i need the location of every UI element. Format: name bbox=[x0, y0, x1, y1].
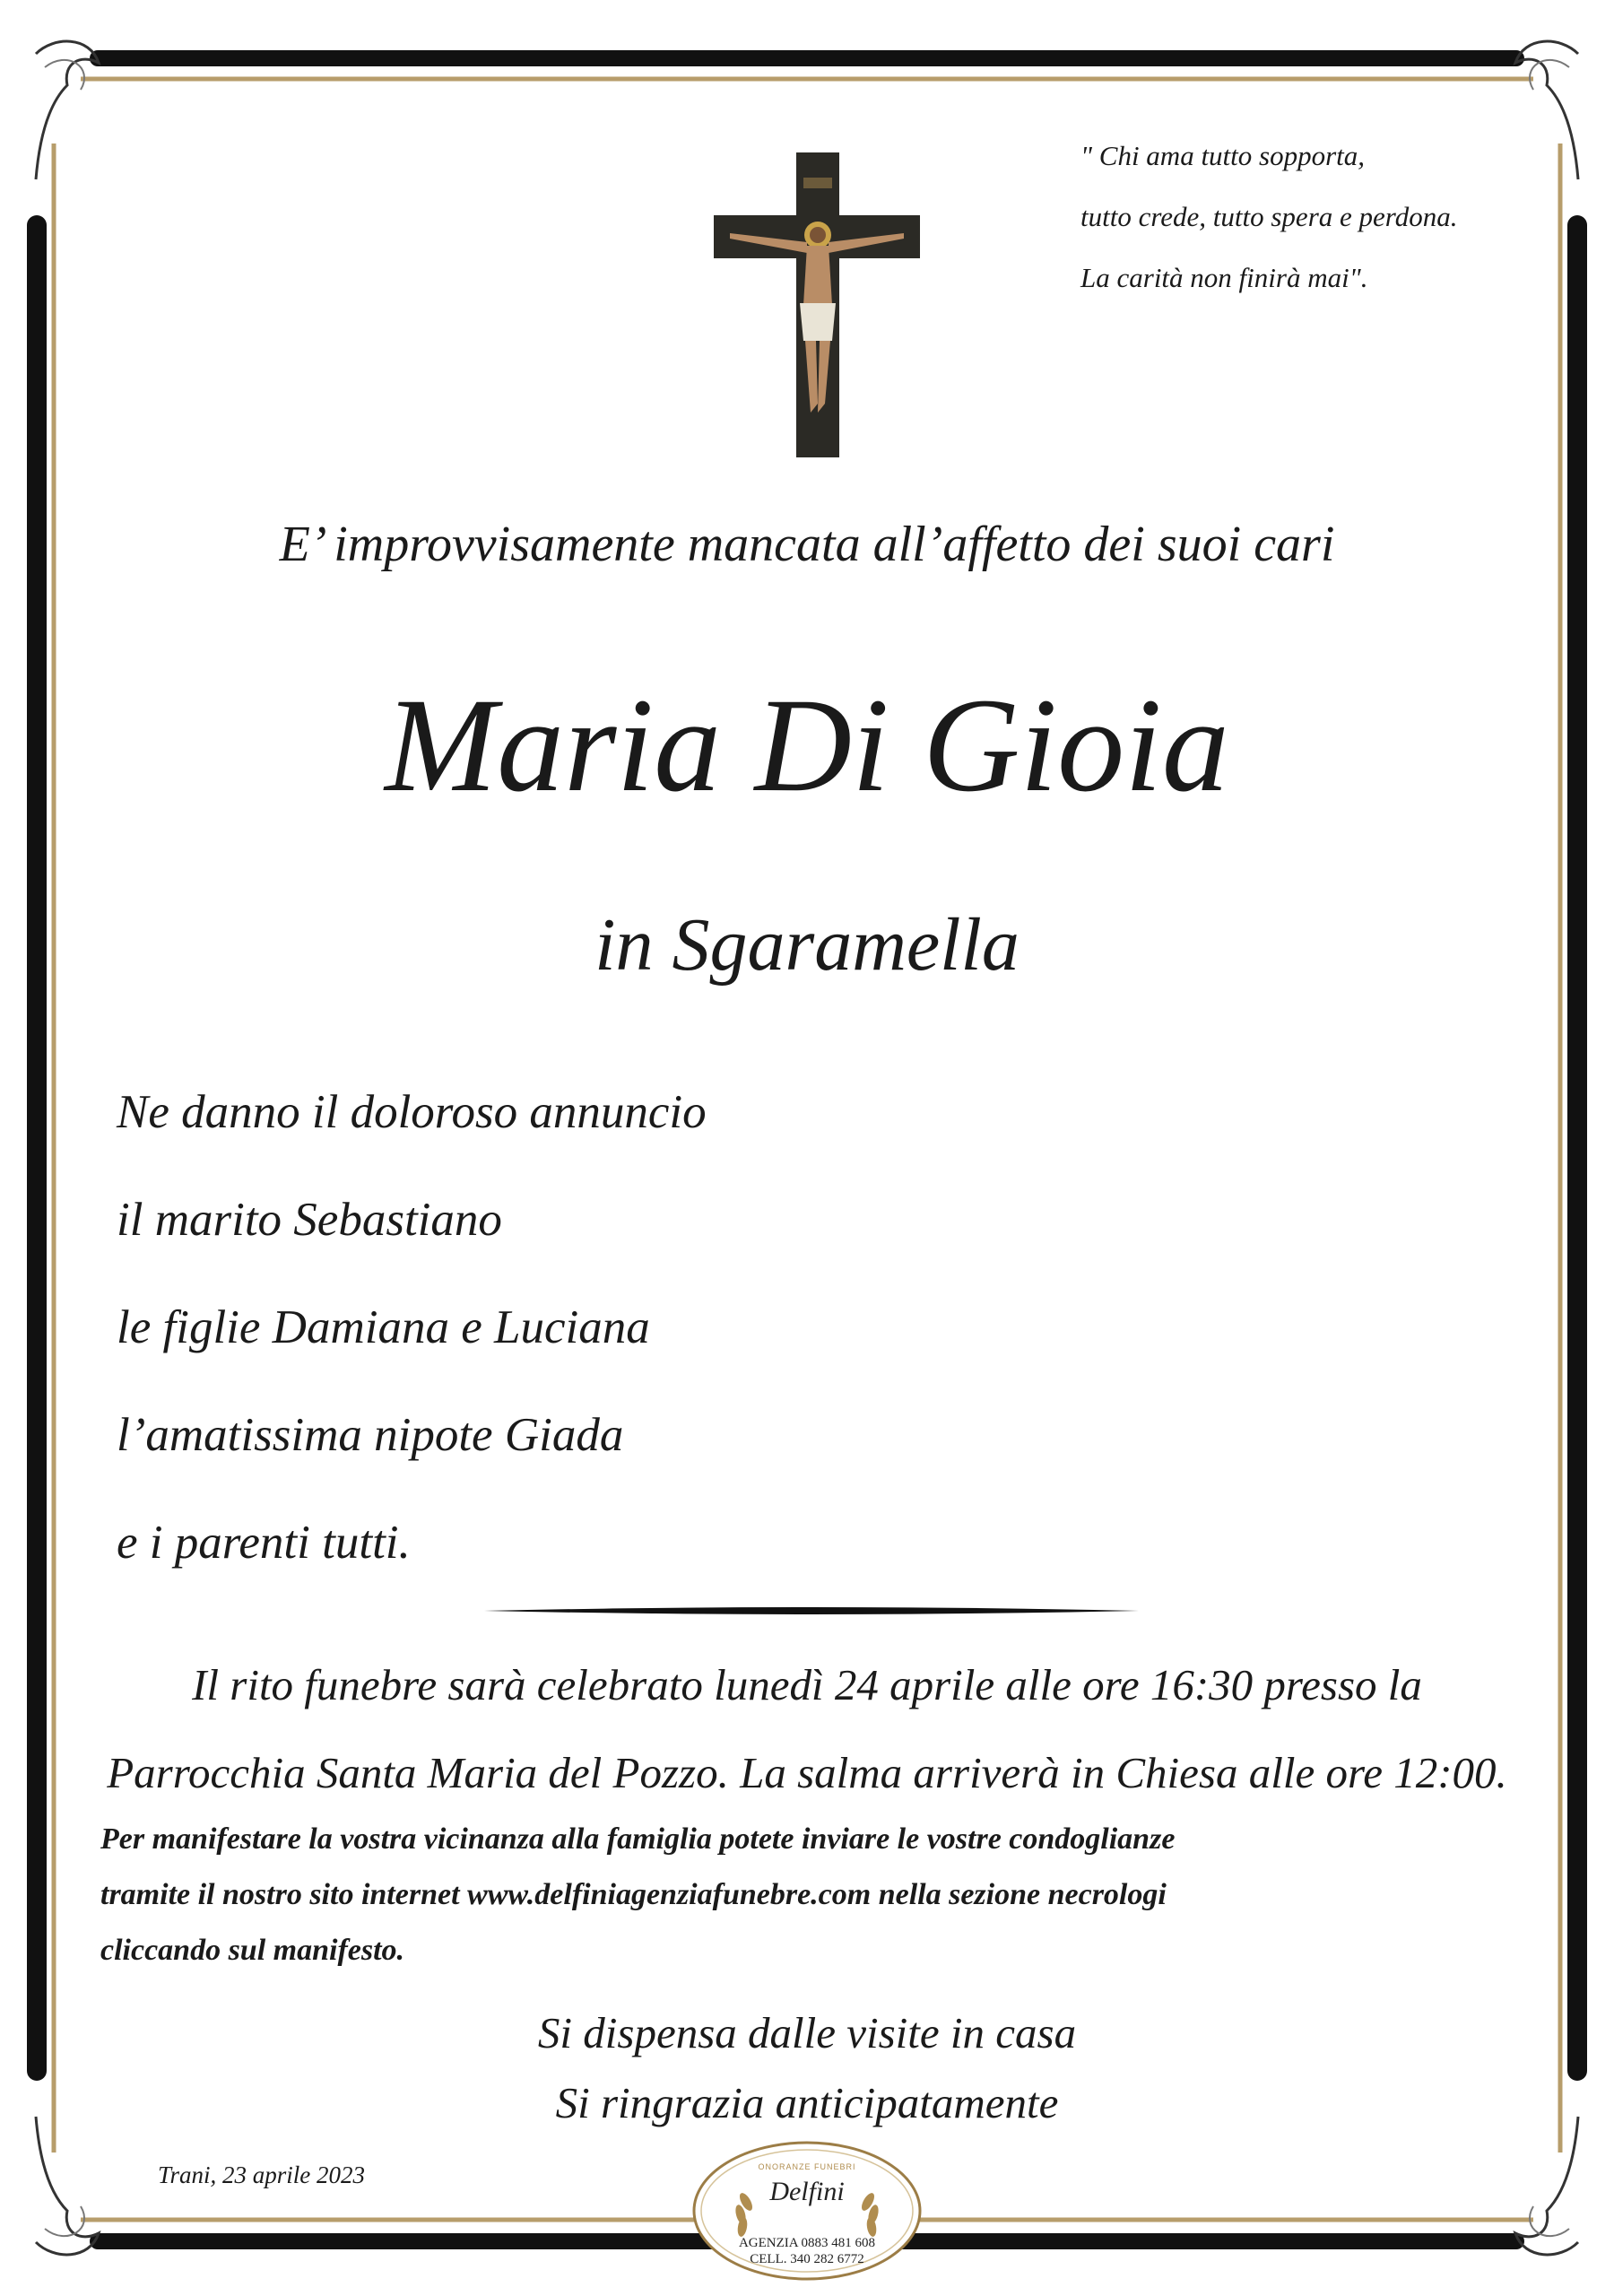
mourners-list bbox=[117, 1058, 1103, 1596]
notice-date: Trani, 23 aprile 2023 bbox=[158, 2161, 366, 2188]
cell-phone: CELL. 340 282 6772 bbox=[750, 2252, 864, 2266]
mourner-line: il marito Sebastiano bbox=[117, 1194, 502, 1246]
quote-line: tutto crede, tutto spera e perdona. bbox=[1080, 201, 1458, 232]
logo-top-text: ONORANZE FUNEBRI bbox=[758, 2162, 856, 2171]
mourner-line: l’amatissima nipote Giada bbox=[117, 1409, 624, 1461]
deceased-name: Maria Di Gioia bbox=[385, 671, 1229, 820]
logo-brand: Delfini bbox=[769, 2177, 845, 2206]
condolences-note bbox=[100, 1812, 1535, 1979]
condolences-line: tramite il nostro sito internet www.delfiniagenziafunebre.com nella sezione necrologi bbox=[100, 1878, 1167, 1911]
divider bbox=[484, 1604, 1139, 1618]
closing-notes bbox=[0, 1998, 1614, 2138]
rite-line: Il rito funebre sarà celebrato lunedì 24 aprile alle ore 16:30 presso la bbox=[192, 1660, 1422, 1709]
intro-text: E’ improvvisamente mancata all’affetto dei suoi cari bbox=[279, 517, 1335, 572]
quote-line: La carità non finirà mai". bbox=[1080, 262, 1368, 293]
bible-quote bbox=[1080, 126, 1565, 309]
condolences-line: Per manifestare la vostra vicinanza alla famiglia potete inviare le vostre condoglianze bbox=[100, 1822, 1176, 1856]
rite-line: Parrocchia Santa Maria del Pozzo. La salma arriverà in Chiesa alle ore 12:00. bbox=[107, 1748, 1507, 1797]
closing-line: Si dispensa dalle visite in casa bbox=[537, 2008, 1077, 2057]
quote-line: " Chi ama tutto sopporta, bbox=[1080, 140, 1366, 171]
crucifix-icon bbox=[714, 152, 920, 457]
mourner-line: Ne danno il doloroso annuncio bbox=[117, 1086, 707, 1138]
married-name: in Sgaramella bbox=[594, 903, 1020, 987]
agency-phone: AGENZIA 0883 481 608 bbox=[738, 2236, 876, 2250]
mourner-line: le figlie Damiana e Luciana bbox=[117, 1301, 650, 1353]
mourner-line: e i parenti tutti. bbox=[117, 1517, 411, 1569]
agency-logo bbox=[690, 2139, 924, 2283]
funeral-rite-info bbox=[81, 1641, 1533, 1817]
closing-line: Si ringrazia anticipatamente bbox=[555, 2078, 1059, 2127]
condolences-line: cliccando sul manifesto. bbox=[100, 1934, 405, 1967]
